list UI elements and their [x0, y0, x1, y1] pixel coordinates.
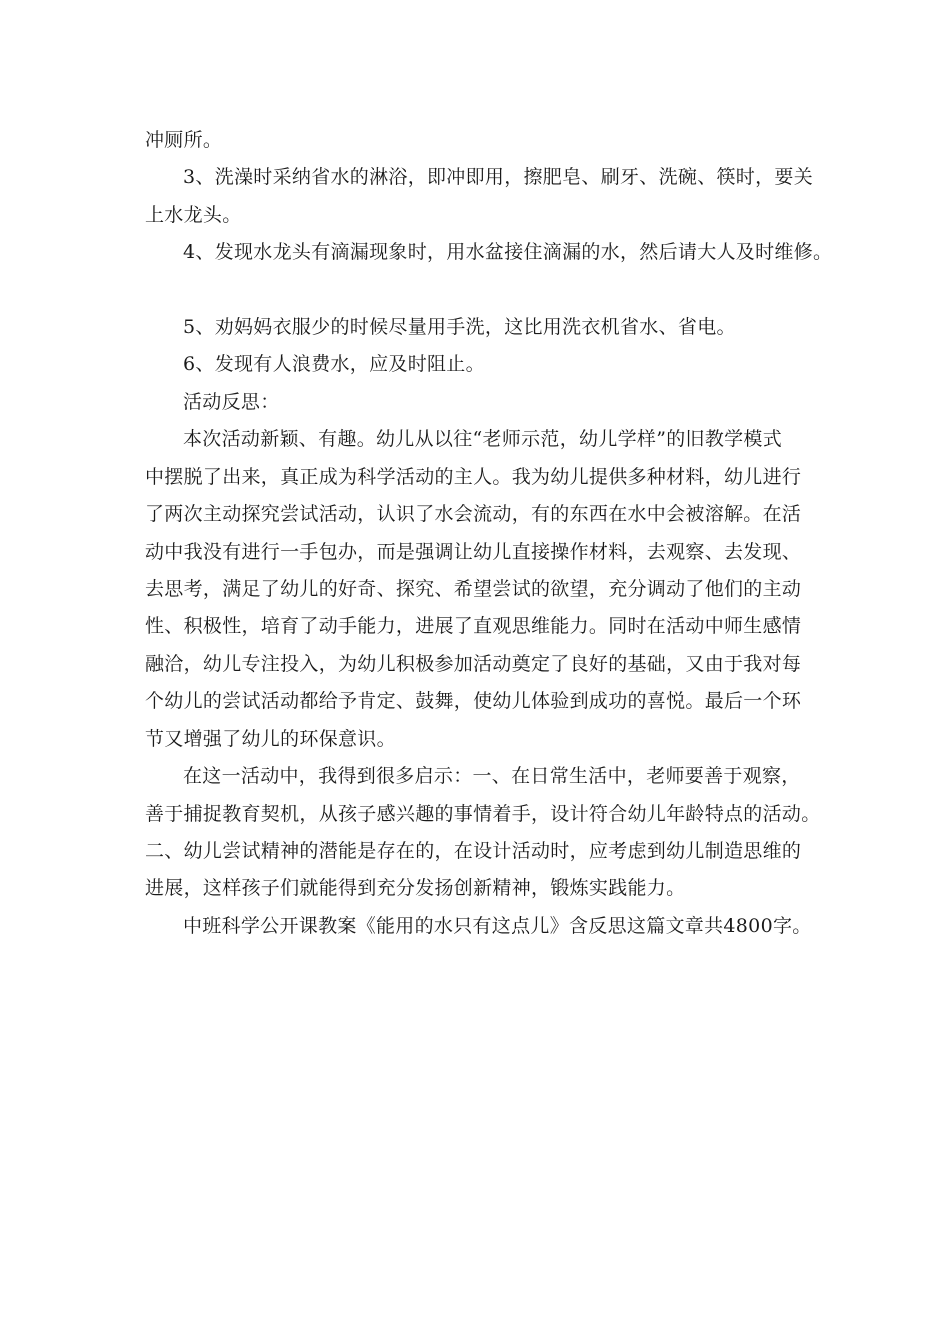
text-line: 5、劝妈妈衣服少的时候尽量用手洗，这比用洗衣机省水、省电。 — [183, 316, 736, 338]
text-line: 了两次主动探究尝试活动，认识了水会流动，有的东西在水中会被溶解。在活 — [145, 503, 802, 525]
text-line: 个幼儿的尝试活动都给予肯定、鼓舞，使幼儿体验到成功的喜悦。最后一个环 — [145, 690, 802, 712]
text-line: 在这一活动中，我得到很多启示：一、在日常生活中，老师要善于观察， — [183, 765, 801, 787]
text-line: 中班科学公开课教案《能用的水只有这点儿》含反思这篇文章共4800字。 — [183, 915, 812, 937]
text-line: 中摆脱了出来，真正成为科学活动的主人。我为幼儿提供多种材料，幼儿进行 — [145, 466, 802, 488]
text-line: 二、幼儿尝试精神的潜能是存在的，在设计活动时，应考虑到幼儿制造思维的 — [145, 840, 802, 862]
text-line: 6、发现有人浪费水，应及时阻止。 — [183, 353, 485, 375]
text-line: 3、洗澡时采纳省水的淋浴，即冲即用，擦肥皂、刷牙、洗碗、筷时，要关 — [183, 166, 813, 188]
text-line: 去思考，满足了幼儿的好奇、探究、希望尝试的欲望，充分调动了他们的主动 — [145, 578, 802, 600]
text-line: 进展，这样孩子们就能得到充分发扬创新精神，锻炼实践能力。 — [145, 877, 686, 899]
text-line: 4、发现水龙头有滴漏现象时，用水盆接住滴漏的水，然后请大人及时维修。 — [183, 241, 833, 263]
text-line: 融洽，幼儿专注投入，为幼儿积极参加活动奠定了良好的基础，又由于我对每 — [145, 653, 802, 675]
section-heading: 活动反思： — [183, 391, 280, 413]
text-line: 冲厕所。 — [145, 129, 223, 151]
text-line: 善于捕捉教育契机，从孩子感兴趣的事情着手，设计符合幼儿年龄特点的活动。 — [145, 803, 821, 825]
text-line: 动中我没有进行一手包办，而是强调让幼儿直接操作材料，去观察、去发现、 — [145, 541, 802, 563]
text-line: 上水龙头。 — [145, 204, 242, 226]
text-line: 性、积极性，培育了动手能力，进展了直观思维能力。同时在活动中师生感情 — [145, 615, 802, 637]
text-line: 本次活动新颖、有趣。幼儿从以往“老师示范，幼儿学样”的旧教学模式 — [183, 428, 783, 450]
text-line: 节又增强了幼儿的环保意识。 — [145, 728, 396, 750]
